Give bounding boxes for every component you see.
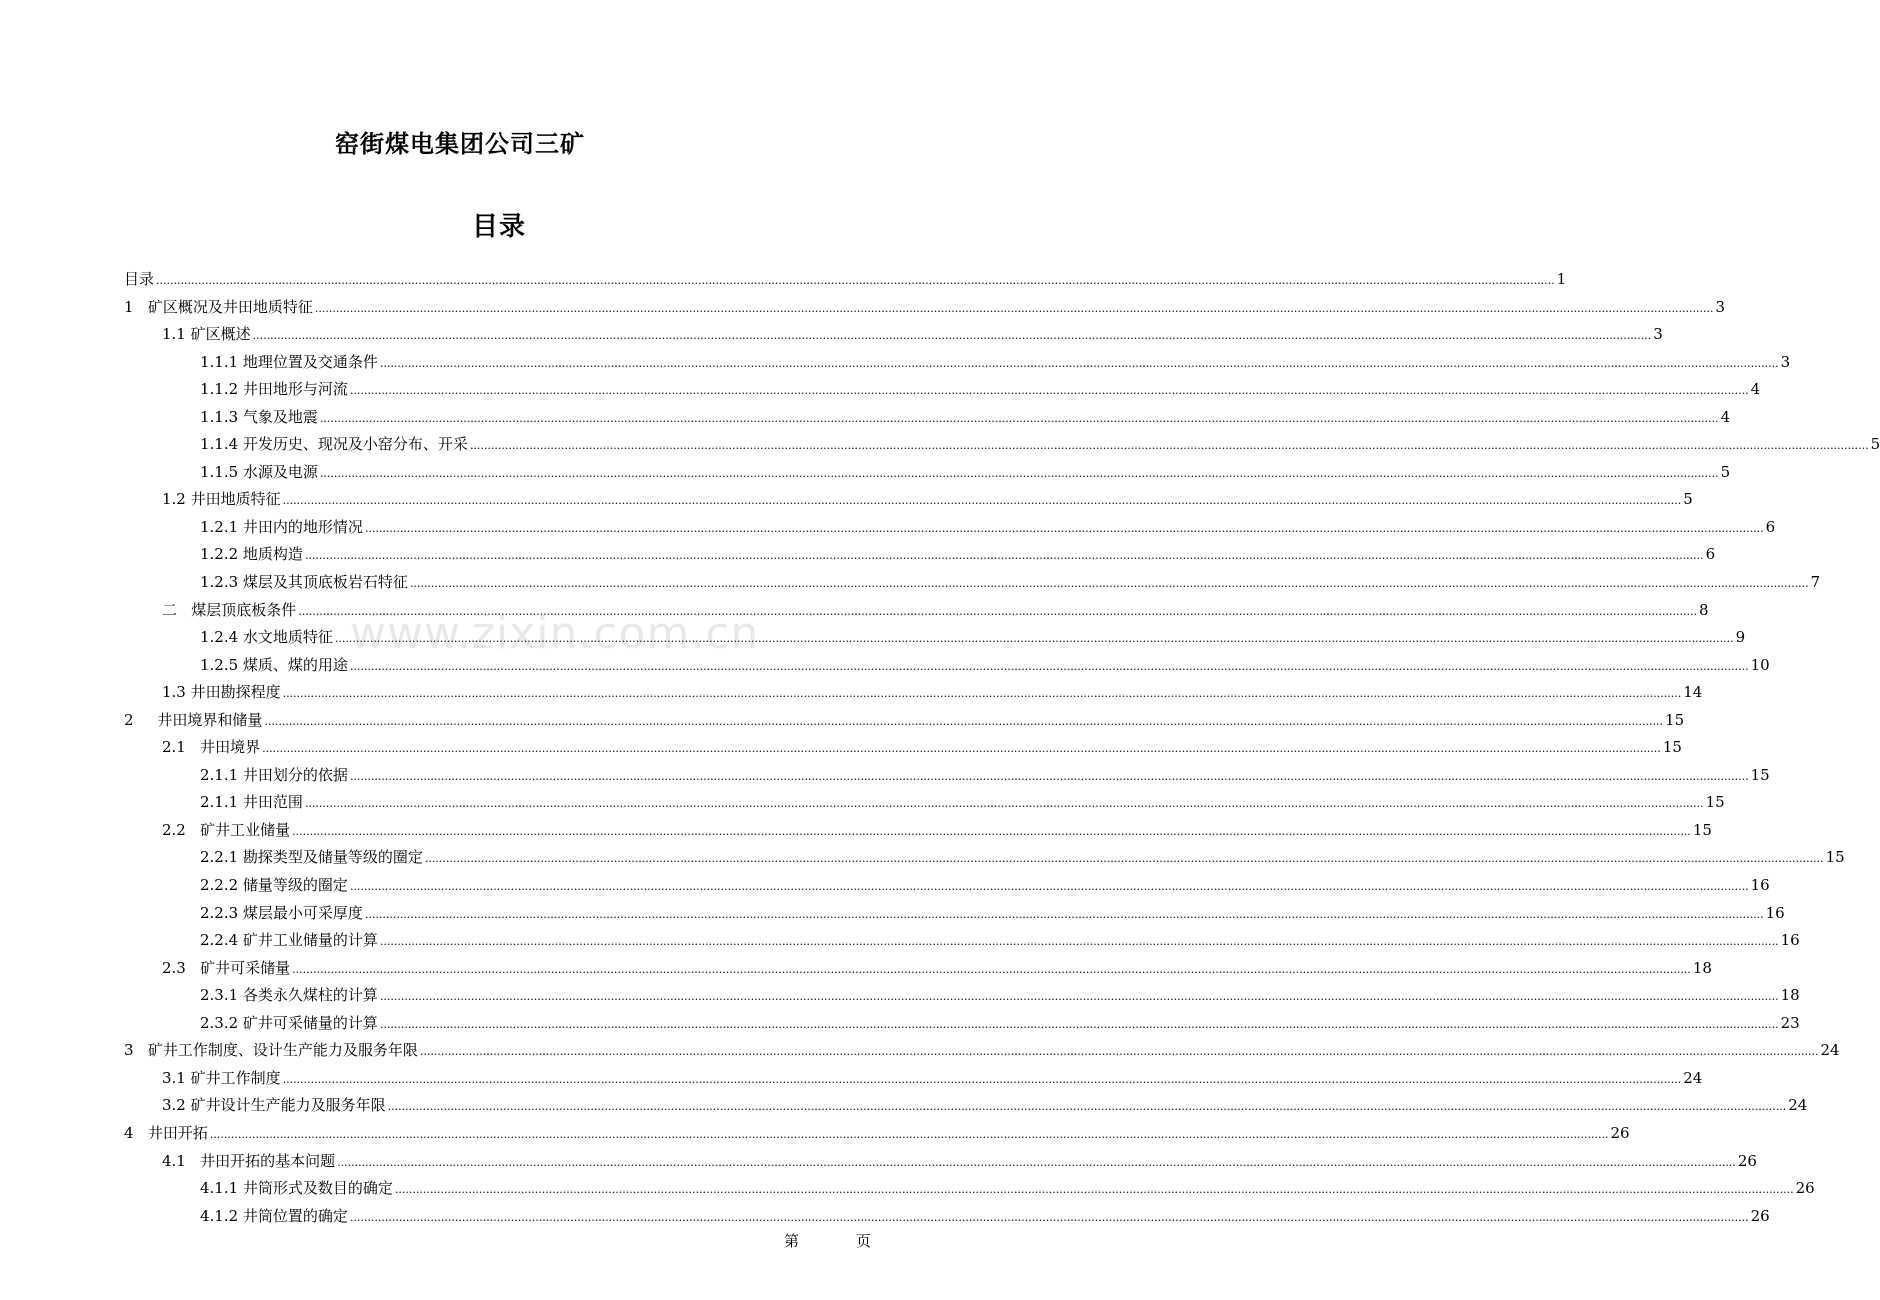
toc-entry-title: 2.1 井田境界 xyxy=(162,738,261,757)
toc-entry[interactable] xyxy=(124,982,1800,1010)
toc-dot-leader: ................................................................................................................................................................................................................................................................................................................................................................................................................ xyxy=(409,577,1809,591)
footer-page-suffix: 页 xyxy=(856,1232,872,1250)
toc-entry[interactable] xyxy=(124,679,1703,707)
toc-entry-page-number: 4 xyxy=(1720,407,1731,426)
toc-dot-leader: ................................................................................................................................................................................................................................................................................................................................................................................................................ xyxy=(334,632,1734,646)
toc-entry-page-number: 24 xyxy=(1820,1041,1840,1060)
toc-entry-page-number: 7 xyxy=(1810,573,1821,592)
toc-dot-leader: ................................................................................................................................................................................................................................................................................................................................................................................................................ xyxy=(379,990,1779,1004)
toc-entry-title: 2.2.4 矿井工业储量的计算 xyxy=(200,931,378,950)
toc-dot-leader: ................................................................................................................................................................................................................................................................................................................................................................................................................ xyxy=(379,356,1779,370)
toc-entry-page-number: 8 xyxy=(1698,600,1709,619)
toc-dot-leader: ................................................................................................................................................................................................................................................................................................................................................................................................................ xyxy=(387,1100,1787,1114)
toc-entry-title: 2.2.3 煤层最小可采厚度 xyxy=(200,903,363,922)
toc-entry-title: 1.1.3 气象及地震 xyxy=(200,407,318,426)
toc-entry[interactable] xyxy=(124,707,1685,735)
toc-entry-page-number: 18 xyxy=(1780,986,1800,1005)
toc-entry-page-number: 3 xyxy=(1653,325,1663,344)
toc-entry-page-number: 24 xyxy=(1683,1068,1703,1087)
toc-dot-leader: ................................................................................................................................................................................................................................................................................................................................................................................................................ xyxy=(364,521,1764,535)
toc-entry-page-number: 3 xyxy=(1780,352,1791,371)
toc-dot-leader: ................................................................................................................................................................................................................................................................................................................................................................................................................ xyxy=(282,687,1682,701)
toc-entry[interactable] xyxy=(124,1120,1630,1148)
toc-entry-title: 1.2.4 水文地质特征 xyxy=(200,628,333,647)
toc-entry[interactable] xyxy=(124,486,1693,514)
toc-entry-page-number: 26 xyxy=(1795,1179,1815,1198)
toc-entry[interactable] xyxy=(124,404,1731,432)
toc-entry[interactable] xyxy=(124,321,1663,349)
toc-dot-leader: ................................................................................................................................................................................................................................................................................................................................................................................................................ xyxy=(298,604,1697,618)
toc-entry-page-number: 26 xyxy=(1737,1151,1757,1170)
toc-entry-page-number: 10 xyxy=(1750,655,1770,674)
toc-entry-page-number: 18 xyxy=(1692,958,1712,977)
toc-entry-page-number: 23 xyxy=(1780,1013,1800,1032)
toc-entry-page-number: 15 xyxy=(1705,793,1725,812)
toc-entry-page-number: 26 xyxy=(1610,1123,1630,1142)
toc-entry[interactable] xyxy=(124,541,1716,569)
toc-entry-title: 2.3.1 各类永久煤柱的计算 xyxy=(200,986,378,1005)
watermark: www.zixin.com.cn xyxy=(350,608,760,659)
toc-entry[interactable] xyxy=(124,652,1770,680)
toc-entry-title: 1.1 矿区概述 xyxy=(162,325,251,344)
toc-entry-title: 2 井田境界和储量 xyxy=(124,710,263,729)
toc-entry-title: 1 矿区概况及井田地质特征 xyxy=(124,297,313,316)
toc-entry-title: 4.1 井田开拓的基本问题 xyxy=(162,1151,336,1170)
toc-dot-leader: ................................................................................................................................................................................................................................................................................................................................................................................................................ xyxy=(394,1183,1794,1197)
toc-entry[interactable] xyxy=(124,1010,1800,1038)
toc-entry-page-number: 24 xyxy=(1788,1096,1808,1115)
toc-entry[interactable] xyxy=(124,844,1845,872)
toc-entry-page-number: 5 xyxy=(1720,462,1731,481)
toc-entry-title: 1.2 井田地质特征 xyxy=(162,490,281,509)
toc-entry[interactable] xyxy=(124,955,1712,983)
toc-entry[interactable] xyxy=(124,376,1761,404)
toc-entry-page-number: 26 xyxy=(1750,1206,1770,1225)
toc-dot-leader: ................................................................................................................................................................................................................................................................................................................................................................................................................ xyxy=(304,797,1704,811)
toc-entry-title: 3.2 矿井设计生产能力及服务年限 xyxy=(162,1096,386,1115)
toc-entry[interactable] xyxy=(124,294,1726,322)
toc-entry[interactable] xyxy=(124,1092,1808,1120)
toc-dot-leader: ................................................................................................................................................................................................................................................................................................................................................................................................................ xyxy=(337,1155,1736,1169)
toc-entry[interactable] xyxy=(124,349,1791,377)
toc-dot-leader: ................................................................................................................................................................................................................................................................................................................................................................................................................ xyxy=(282,494,1682,508)
toc-entry[interactable] xyxy=(124,431,1880,459)
table-of-contents xyxy=(124,266,1880,1230)
toc-entry[interactable] xyxy=(124,459,1731,487)
toc-entry-title: 1.2.1 井田内的地形情况 xyxy=(200,517,363,536)
toc-entry[interactable] xyxy=(124,266,1567,294)
toc-entry-title: 4.1.1 井筒形式及数目的确定 xyxy=(200,1179,393,1198)
toc-dot-leader: ................................................................................................................................................................................................................................................................................................................................................................................................................ xyxy=(264,714,1664,728)
toc-dot-leader: ................................................................................................................................................................................................................................................................................................................................................................................................................ xyxy=(364,907,1764,921)
toc-entry[interactable] xyxy=(124,514,1776,542)
toc-dot-leader: ................................................................................................................................................................................................................................................................................................................................................................................................................ xyxy=(379,1017,1779,1031)
toc-entry-title: 3.1 矿井工作制度 xyxy=(162,1068,281,1087)
toc-dot-leader: ................................................................................................................................................................................................................................................................................................................................................................................................................ xyxy=(319,466,1719,480)
toc-entry-title: 1.2.5 煤质、煤的用途 xyxy=(200,655,348,674)
toc-entry-title: 3 矿井工作制度、设计生产能力及服务年限 xyxy=(124,1041,418,1060)
toc-entry[interactable] xyxy=(124,927,1800,955)
toc-dot-leader: ................................................................................................................................................................................................................................................................................................................................................................................................................ xyxy=(349,659,1749,673)
toc-entry-title: 1.1.1 地理位置及交通条件 xyxy=(200,352,378,371)
toc-entry-title: 2.2.1 勘探类型及储量等级的圈定 xyxy=(200,848,423,867)
toc-entry-title: 2.2 矿井工业储量 xyxy=(162,820,291,839)
toc-dot-leader: ................................................................................................................................................................................................................................................................................................................................................................................................................ xyxy=(349,384,1749,398)
toc-entry-title: 1.2.2 地质构造 xyxy=(200,545,303,564)
toc-entry-page-number: 16 xyxy=(1750,876,1770,895)
toc-entry-page-number: 3 xyxy=(1715,297,1726,316)
footer-page-prefix: 第 xyxy=(784,1232,800,1250)
toc-entry[interactable] xyxy=(124,817,1712,845)
toc-entry-title: 1.1.5 水源及电源 xyxy=(200,462,318,481)
toc-entry-page-number: 1 xyxy=(1556,270,1567,288)
toc-entry[interactable] xyxy=(124,762,1770,790)
toc-entry-title: 2.3 矿井可采储量 xyxy=(162,958,291,977)
toc-entry-title: 目录 xyxy=(124,270,155,288)
toc-dot-leader: ................................................................................................................................................................................................................................................................................................................................................................................................................ xyxy=(252,329,1652,343)
toc-entry-page-number: 5 xyxy=(1870,435,1880,454)
toc-entry-page-number: 15 xyxy=(1750,765,1770,784)
toc-entry-page-number: 5 xyxy=(1683,490,1693,509)
toc-entry-title: 2.2.2 储量等级的圈定 xyxy=(200,876,348,895)
toc-entry-title: 1.2.3 煤层及其顶底板岩石特征 xyxy=(200,573,408,592)
toc-entry-page-number: 6 xyxy=(1705,545,1716,564)
toc-dot-leader: ................................................................................................................................................................................................................................................................................................................................................................................................................ xyxy=(314,301,1714,315)
toc-entry[interactable] xyxy=(124,1175,1815,1203)
toc-dot-leader: ................................................................................................................................................................................................................................................................................................................................................................................................................ xyxy=(349,769,1749,783)
toc-entry-page-number: 4 xyxy=(1750,380,1761,399)
toc-dot-leader: ................................................................................................................................................................................................................................................................................................................................................................................................................ xyxy=(379,935,1779,949)
toc-dot-leader: ................................................................................................................................................................................................................................................................................................................................................................................................................ xyxy=(262,742,1661,756)
toc-entry[interactable] xyxy=(124,1065,1703,1093)
toc-entry[interactable] xyxy=(124,789,1725,817)
toc-entry[interactable] xyxy=(124,1037,1840,1065)
toc-entry[interactable] xyxy=(124,597,1709,625)
toc-entry[interactable] xyxy=(124,1203,1770,1231)
toc-entry[interactable] xyxy=(124,734,1682,762)
toc-entry-title: 二 煤层顶底板条件 xyxy=(162,600,297,619)
toc-entry-page-number: 6 xyxy=(1765,517,1776,536)
toc-entry-title: 2.1.1 井田划分的依据 xyxy=(200,765,348,784)
toc-entry-page-number: 15 xyxy=(1665,710,1685,729)
toc-entry-page-number: 9 xyxy=(1735,628,1746,647)
toc-dot-leader: ................................................................................................................................................................................................................................................................................................................................................................................................................ xyxy=(282,1072,1682,1086)
toc-dot-leader: ................................................................................................................................................................................................................................................................................................................................................................................................................ xyxy=(349,1210,1749,1224)
toc-entry[interactable] xyxy=(124,872,1770,900)
toc-entry-page-number: 15 xyxy=(1662,738,1682,757)
toc-dot-leader: ................................................................................................................................................................................................................................................................................................................................................................................................................ xyxy=(209,1127,1609,1141)
toc-heading: 目录 xyxy=(471,212,526,242)
toc-entry-title: 4 井田开拓 xyxy=(124,1123,208,1142)
toc-entry-page-number: 16 xyxy=(1780,931,1800,950)
toc-entry-page-number: 14 xyxy=(1683,683,1703,702)
toc-dot-leader: ................................................................................................................................................................................................................................................................................................................................................................................................................ xyxy=(304,549,1704,563)
toc-entry-title: 1.1.2 井田地形与河流 xyxy=(200,380,348,399)
toc-entry-title: 2.3.2 矿井可采储量的计算 xyxy=(200,1013,378,1032)
toc-entry[interactable] xyxy=(124,1148,1757,1176)
toc-entry-title: 2.1.1 井田范围 xyxy=(200,793,303,812)
toc-entry[interactable] xyxy=(124,624,1746,652)
document-company-title: 窑街煤电集团公司三矿 xyxy=(335,130,585,158)
toc-entry-title: 4.1.2 井筒位置的确定 xyxy=(200,1206,348,1225)
toc-dot-leader: ................................................................................................................................................................................................................................................................................................................................................................................................................ xyxy=(319,411,1719,425)
toc-entry-page-number: 16 xyxy=(1765,903,1785,922)
toc-entry[interactable] xyxy=(124,569,1821,597)
toc-dot-leader: ................................................................................................................................................................................................................................................................................................................................................................................................................ xyxy=(292,824,1691,838)
toc-dot-leader: ................................................................................................................................................................................................................................................................................................................................................................................................................ xyxy=(292,962,1691,976)
toc-entry-page-number: 15 xyxy=(1692,820,1712,839)
toc-dot-leader: ................................................................................................................................................................................................................................................................................................................................................................................................................ xyxy=(424,852,1824,866)
toc-dot-leader: ................................................................................................................................................................................................................................................................................................................................................................................................................ xyxy=(349,880,1749,894)
toc-entry-title: 1.1.4 开发历史、现况及小窑分布、开采 xyxy=(200,435,468,454)
toc-entry[interactable] xyxy=(124,900,1785,928)
toc-dot-leader: ................................................................................................................................................................................................................................................................................................................................................................................................................ xyxy=(469,439,1869,453)
toc-entry-title: 1.3 井田勘探程度 xyxy=(162,683,281,702)
toc-entry-page-number: 15 xyxy=(1825,848,1845,867)
toc-dot-leader: ................................................................................................................................................................................................................................................................................................................................................................................................................ xyxy=(419,1045,1819,1059)
toc-dot-leader: ................................................................................................................................................................................................................................................................................................................................................................................................................ xyxy=(156,274,1555,287)
